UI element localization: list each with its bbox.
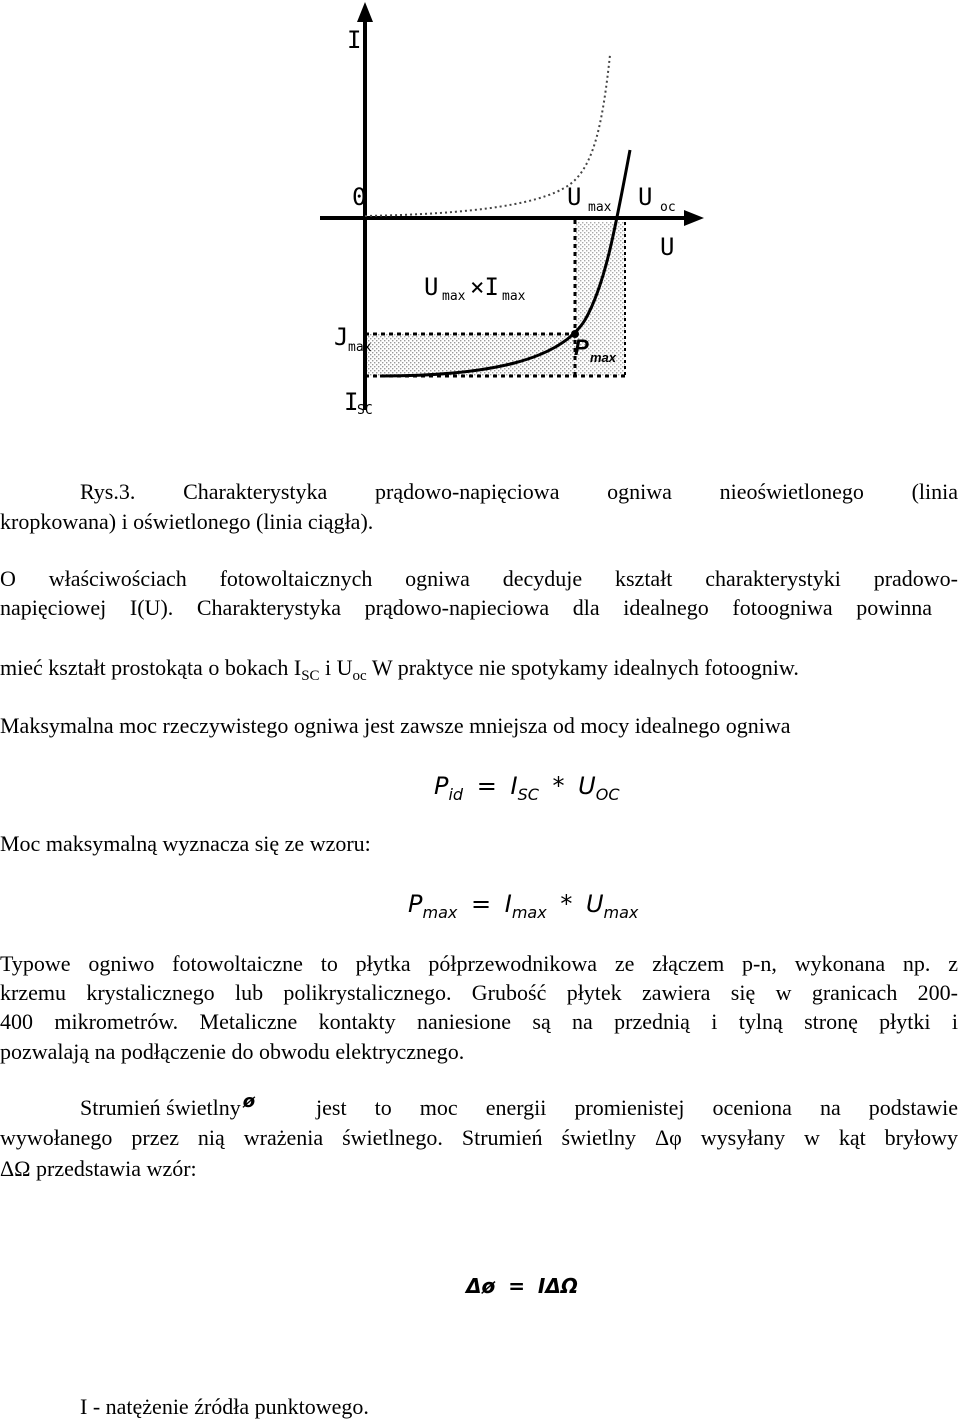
para5-line-1-b: jest to moc energii promienistej oceniona na podstawie	[316, 1095, 958, 1120]
para1-line-3-c: W praktyce nie spotykamy idealnych fotoogniw.	[366, 655, 799, 680]
formula-pmax-lhs-sub: max	[422, 903, 458, 922]
uoc-subscript: oc	[352, 668, 367, 684]
formula-dphi	[466, 1274, 578, 1298]
para1-line-3	[0, 654, 958, 685]
label-area-times: ×I	[470, 273, 499, 301]
formula-pid-op: *	[552, 772, 565, 800]
formula-pmax-b-sub: max	[603, 903, 639, 922]
label-area-u-sub: max	[442, 289, 466, 304]
label-area-i-sub: max	[502, 289, 526, 304]
label-umax: U	[567, 183, 582, 211]
para4-line-1: Typowe ogniwo fotowoltaiczne to płytka półprzewodnikowa ze złączem p-n, wykonana np. z	[0, 951, 958, 976]
iv-characteristic-diagram	[320, 0, 720, 430]
para4-line-4: pozwalają na podłączenie do obwodu elektrycznego.	[0, 1039, 465, 1064]
formula-pid-lhs: P	[434, 772, 449, 800]
para5-line-1-a	[80, 1091, 256, 1124]
formula-pid-a: I	[510, 772, 518, 800]
formula-pid	[434, 772, 620, 804]
para4-line-2: krzemu krystalicznego lub polikrystalicznego. Grubość płytek zawiera się w granicach 200-	[0, 980, 958, 1005]
formula-pmax	[408, 890, 639, 922]
formula-pid-eq: =	[476, 772, 497, 800]
label-current: I	[347, 26, 362, 54]
label-area-u: U	[424, 273, 439, 301]
formula-pmax-a-sub: max	[511, 903, 547, 922]
luminous-flux-term: Strumień świetlny	[80, 1095, 241, 1120]
para5-line-2: wywołanego przez nią wrażenia świetlnego. Strumień świetlny Δφ wysyłany w kąt bryłowy	[0, 1125, 958, 1150]
para2: Maksymalna moc rzeczywistego ogniwa jest zawsze mniejsza od mocy idealnego ogniwa	[0, 713, 791, 738]
caption-line-2: kropkowana) i oświetlonego (linia ciągła).	[0, 509, 374, 534]
para1-line-1: O właściwościach fotowoltaicznych ogniwa decyduje kształt charakterystyki pradowo-	[0, 566, 958, 591]
label-origin: 0	[352, 183, 367, 211]
footer-definition: I - natężenie źródła punktowego.	[80, 1394, 369, 1419]
formula-pmax-lhs: P	[408, 890, 423, 918]
formula-pid-a-sub: SC	[517, 785, 539, 804]
label-jmax: J	[334, 323, 349, 351]
para5-line-3: ΔΩ przedstawia wzór:	[0, 1156, 197, 1181]
label-isc-sub: SC	[357, 403, 373, 418]
formula-dphi-eq: =	[508, 1274, 525, 1298]
formula-dphi-rhs: IΔΩ	[537, 1274, 578, 1298]
formula-dphi-lhs: Δø	[466, 1274, 496, 1298]
caption-prefix: Rys.3.	[80, 479, 136, 504]
y-axis-arrow	[357, 2, 373, 22]
label-uoc-sub: oc	[660, 200, 676, 215]
isc-subscript: SC	[301, 668, 320, 684]
para1-line-2: napięciowej I(U). Charakterystyka prądowo-napieciowa dla idealnego fotoogniwa powinna	[0, 595, 932, 620]
caption-rest: Charakterystyka prądowo-napięciowa ogniwa nieoświetlonego (linia	[183, 479, 959, 504]
formula-pid-lhs-sub: id	[448, 785, 464, 804]
label-isc: I	[344, 388, 359, 416]
para4-line-3: 400 mikrometrów. Metaliczne kontakty naniesione są na przednią i tylną stronę płytki i	[0, 1009, 958, 1034]
label-pmax: P	[574, 335, 589, 360]
x-axis-arrow	[684, 210, 704, 226]
formula-pid-b-sub: OC	[595, 785, 620, 804]
caption-line-1	[80, 478, 958, 506]
para1-line-3-b: i U	[319, 655, 353, 680]
para1-line-3-a: mieć kształt prostokąta o bokach I	[0, 655, 302, 680]
formula-pmax-b: U	[585, 890, 604, 918]
formula-pmax-eq: =	[470, 890, 492, 918]
label-jmax-sub: max	[348, 340, 372, 355]
para3: Moc maksymalną wyznacza się ze wzoru:	[0, 831, 371, 856]
para5-line-1	[80, 1091, 958, 1124]
label-uoc: U	[638, 183, 653, 211]
formula-pmax-a: I	[504, 890, 512, 918]
formula-pid-b: U	[578, 772, 596, 800]
label-pmax-sub: max	[590, 350, 617, 365]
label-umax-sub: max	[588, 200, 612, 215]
formula-pmax-op: *	[560, 890, 573, 918]
label-voltage: U	[660, 233, 675, 261]
phi-icon: ø	[242, 1091, 256, 1112]
